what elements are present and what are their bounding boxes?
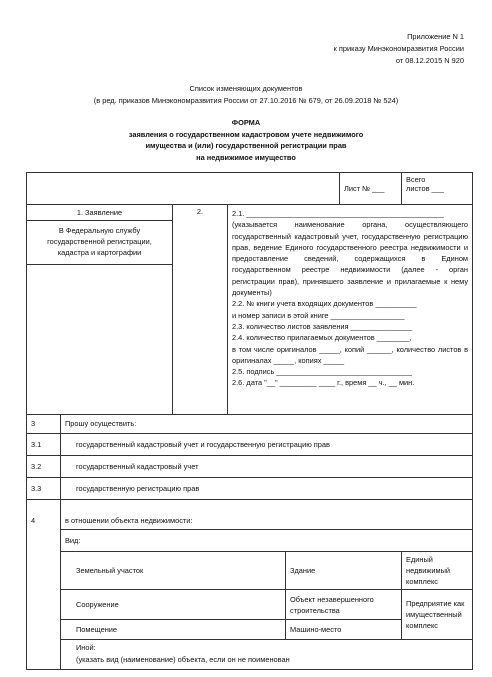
section-4-row bbox=[27, 514, 473, 530]
section-3-1-number: 3.1 bbox=[31, 439, 42, 449]
addressee-blank-cell bbox=[27, 265, 173, 415]
kind-row-1 bbox=[27, 552, 473, 590]
section-4-gap-cell-b bbox=[61, 500, 473, 514]
section-2-number: 2. bbox=[196, 207, 204, 216]
kind-ens-cell[interactable] bbox=[402, 552, 473, 590]
kind-row-2 bbox=[27, 590, 473, 620]
changes-line-2: (в ред. приказов Минэкономразвития России от 27.10.2016 № 679, от 26.09.2018 № 524) bbox=[93, 96, 399, 105]
addressee-text: В Федеральную службу государственной регистрации, кадастра и картографии bbox=[47, 226, 152, 257]
kind-enterprise: Предприятие как имущественный комплекс bbox=[406, 599, 465, 630]
item-2-3[interactable]: 2.3. количество листов заявления _______________ bbox=[232, 321, 413, 331]
appendix-line-1: Приложение N 1 bbox=[407, 32, 464, 41]
kind-unfinished-cell[interactable] bbox=[286, 590, 402, 620]
section-3-row bbox=[27, 415, 473, 434]
application-header: 1. Заявление bbox=[76, 207, 123, 217]
title-line-2: заявления о государственном кадастровом учете недвижимого bbox=[128, 129, 364, 139]
kind-other-cell[interactable] bbox=[61, 640, 473, 670]
changes-list bbox=[0, 83, 492, 107]
sheet-total-label: Всего bbox=[406, 175, 426, 184]
section-3-3-number-cell bbox=[27, 478, 61, 500]
kind-label: Вид: bbox=[65, 535, 81, 545]
sheet-number-cell[interactable] bbox=[340, 173, 402, 205]
item-2-4-b[interactable]: в том числе оригиналов _____, копий ______, количество листов в оригиналах _____, копиях _____ bbox=[232, 344, 469, 365]
section-3-3-row bbox=[27, 478, 473, 500]
title-line-3: имущества и (или) государственной регистрации прав bbox=[145, 141, 347, 150]
item-2-6[interactable]: 2.6. дата "__" _________ ____ г., время __ ч., __ мин. bbox=[232, 378, 415, 388]
kind-premises: Помещение bbox=[76, 624, 118, 634]
registration-details-cell bbox=[228, 205, 473, 415]
application-form-table bbox=[26, 172, 473, 670]
kind-other-row bbox=[27, 640, 473, 670]
appendix-header bbox=[334, 31, 464, 67]
section-3-1-number-cell bbox=[27, 434, 61, 456]
section-3-number: 3 bbox=[31, 419, 36, 429]
section-3-number-cell bbox=[27, 415, 61, 434]
appendix-line-2: к приказу Минэкономразвития России bbox=[333, 44, 464, 53]
section-3-3-text: государственную регистрацию прав bbox=[76, 483, 200, 493]
item-2-1-note: (указывается наименование органа, осуществляющего государственный кадастровый учет, государственную регистрацию прав, ведение Единого государственного реестра недвижимости и предоставление сведений, содержащихся в Едином государственном реестре недвижимости (далее - орган регистрации прав), принявшего заявление и прилагаемые к нему документы) bbox=[232, 220, 469, 298]
kind-other-note: (указать вид (наименование) объекта, если он не поименован bbox=[76, 655, 290, 664]
kind-other: Иной: bbox=[76, 643, 96, 652]
kind-land-cell[interactable] bbox=[61, 552, 286, 590]
item-2-1-line[interactable]: 2.1. ________________________________________________ bbox=[232, 209, 444, 218]
kind-building: Здание bbox=[290, 565, 316, 575]
section-3-3-number: 3.3 bbox=[31, 483, 42, 493]
title-line-4: на недвижимое имущество bbox=[196, 152, 296, 162]
addressee-cell bbox=[27, 221, 173, 265]
section-3-text-cell bbox=[61, 415, 473, 434]
kind-premises-cell[interactable] bbox=[61, 620, 286, 640]
section-4-text-cell bbox=[61, 514, 473, 530]
kind-ens: Единый недвижимый комплекс bbox=[406, 555, 451, 586]
kind-parking: Машино-место bbox=[290, 624, 342, 634]
section-3-2-number-cell bbox=[27, 456, 61, 478]
section-3-1-text: государственный кадастровый учет и государственную регистрацию прав bbox=[76, 439, 330, 449]
kind-enterprise-cell[interactable] bbox=[402, 590, 473, 640]
changes-line-1: Список изменяющих документов bbox=[189, 84, 303, 93]
item-2-2-a[interactable]: 2.2. № книги учета входящих документов __________ bbox=[232, 299, 417, 309]
section-3-2-row bbox=[27, 456, 473, 478]
application-header-cell bbox=[27, 205, 173, 221]
section-3-text: Прошу осуществить: bbox=[65, 419, 137, 429]
section-3-1-option[interactable] bbox=[61, 434, 473, 456]
kind-label-row bbox=[27, 530, 473, 552]
kind-structure: Сооружение bbox=[76, 599, 119, 609]
section-3-1-row bbox=[27, 434, 473, 456]
kind-unfinished: Объект незавершенного строительства bbox=[290, 594, 374, 615]
section-3-2-number: 3.2 bbox=[31, 461, 42, 471]
kind-label-cell bbox=[61, 530, 473, 552]
item-2-4[interactable]: 2.4. количество прилагаемых документов ________, bbox=[232, 333, 412, 343]
sheet-number: Лист № ___ bbox=[344, 183, 385, 193]
section-3-3-option[interactable] bbox=[61, 478, 473, 500]
section-4-gap-cell-a bbox=[27, 500, 61, 514]
item-2-2-b[interactable]: и номер записи в этой книге __________________ bbox=[232, 310, 405, 320]
section-2-number-cell bbox=[173, 205, 228, 415]
kind-structure-cell[interactable] bbox=[61, 590, 286, 620]
title-line-1: ФОРМА bbox=[231, 118, 261, 127]
section-4-number-cell bbox=[27, 514, 61, 670]
kind-land: Земельный участок bbox=[76, 565, 144, 575]
form-title bbox=[0, 117, 492, 163]
section-3-2-option[interactable] bbox=[61, 456, 473, 478]
section-4-gap-row bbox=[27, 500, 473, 514]
sheet-blank-cell bbox=[27, 173, 340, 205]
section-4-text: в отношении объекта недвижимости: bbox=[65, 515, 193, 525]
sheet-row bbox=[27, 173, 473, 205]
sheet-total-cell[interactable] bbox=[402, 173, 473, 205]
appendix-line-3: от 08.12.2015 N 920 bbox=[395, 56, 464, 65]
kind-parking-cell[interactable] bbox=[286, 620, 402, 640]
section-3-2-text: государственный кадастровый учет bbox=[76, 461, 199, 471]
kind-building-cell[interactable] bbox=[286, 552, 402, 590]
section-1-header-row bbox=[27, 205, 473, 221]
item-2-5[interactable]: 2.5. подпись _________________________________ bbox=[232, 367, 413, 377]
sheet-total-count: листов ___ bbox=[406, 184, 444, 194]
section-4-number: 4 bbox=[31, 515, 36, 525]
